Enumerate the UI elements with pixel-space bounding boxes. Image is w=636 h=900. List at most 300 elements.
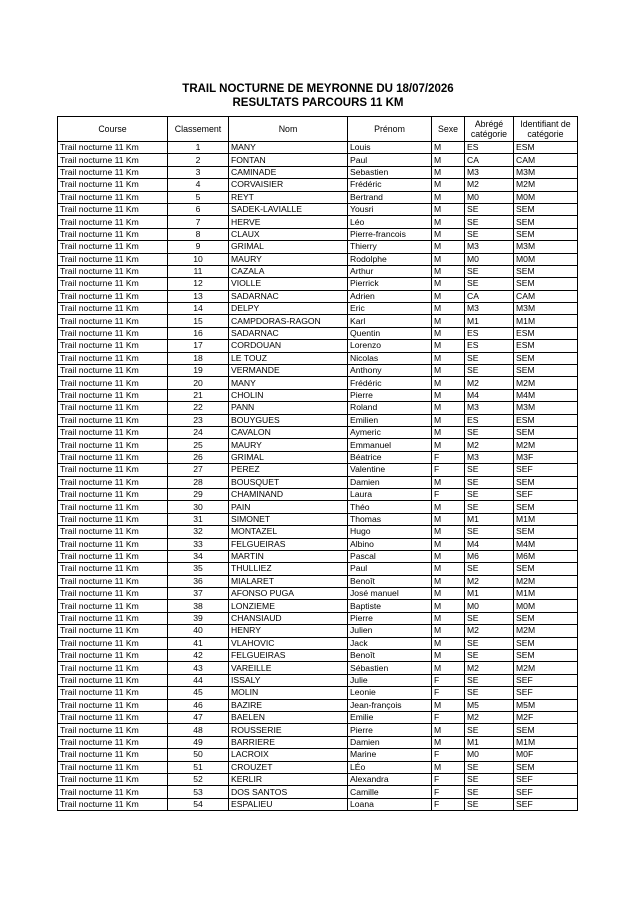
cell-nom: LONZIEME bbox=[229, 600, 348, 612]
cell-nom: HENRY bbox=[229, 625, 348, 637]
cell-course: Trail nocturne 11 Km bbox=[58, 650, 168, 662]
cell-sexe: F bbox=[432, 451, 465, 463]
cell-nom: PANN bbox=[229, 402, 348, 414]
cell-prenom: Benoît bbox=[348, 650, 432, 662]
cell-sexe: M bbox=[432, 228, 465, 240]
cell-course: Trail nocturne 11 Km bbox=[58, 365, 168, 377]
cell-classement: 24 bbox=[168, 426, 229, 438]
cell-nom: PAIN bbox=[229, 501, 348, 513]
cell-classement: 51 bbox=[168, 761, 229, 773]
cell-nom: SADARNAC bbox=[229, 290, 348, 302]
cell-nom: ESPALIEU bbox=[229, 798, 348, 810]
table-row bbox=[58, 538, 578, 550]
cell-classement: 22 bbox=[168, 402, 229, 414]
cell-sexe: F bbox=[432, 711, 465, 723]
cell-identifiant-categorie: SEM bbox=[514, 563, 578, 575]
cell-abrege-categorie: M2 bbox=[465, 377, 514, 389]
cell-course: Trail nocturne 11 Km bbox=[58, 315, 168, 327]
cell-prenom: Bertrand bbox=[348, 191, 432, 203]
cell-nom: ROUSSERIE bbox=[229, 724, 348, 736]
cell-abrege-categorie: SE bbox=[465, 278, 514, 290]
cell-abrege-categorie: M4 bbox=[465, 538, 514, 550]
cell-identifiant-categorie: M4M bbox=[514, 389, 578, 401]
cell-sexe: M bbox=[432, 166, 465, 178]
cell-course: Trail nocturne 11 Km bbox=[58, 389, 168, 401]
cell-sexe: M bbox=[432, 600, 465, 612]
cell-classement: 2 bbox=[168, 154, 229, 166]
table-row bbox=[58, 451, 578, 463]
cell-course: Trail nocturne 11 Km bbox=[58, 724, 168, 736]
cell-nom: CHANSIAUD bbox=[229, 612, 348, 624]
cell-prenom: Julie bbox=[348, 674, 432, 686]
cell-course: Trail nocturne 11 Km bbox=[58, 625, 168, 637]
cell-nom: BAZIRE bbox=[229, 699, 348, 711]
cell-nom: REYT bbox=[229, 191, 348, 203]
cell-sexe: F bbox=[432, 773, 465, 785]
cell-abrege-categorie: M3 bbox=[465, 402, 514, 414]
cell-course: Trail nocturne 11 Km bbox=[58, 203, 168, 215]
cell-prenom: Quentin bbox=[348, 327, 432, 339]
cell-classement: 3 bbox=[168, 166, 229, 178]
cell-course: Trail nocturne 11 Km bbox=[58, 662, 168, 674]
cell-classement: 23 bbox=[168, 414, 229, 426]
cell-nom: CAMINADE bbox=[229, 166, 348, 178]
cell-abrege-categorie: SE bbox=[465, 216, 514, 228]
cell-prenom: Paul bbox=[348, 154, 432, 166]
cell-identifiant-categorie: M1M bbox=[514, 588, 578, 600]
cell-sexe: M bbox=[432, 142, 465, 154]
cell-prenom: Sebastien bbox=[348, 166, 432, 178]
cell-nom: MARTIN bbox=[229, 550, 348, 562]
cell-sexe: M bbox=[432, 439, 465, 451]
cell-prenom: Eric bbox=[348, 303, 432, 315]
cell-sexe: M bbox=[432, 563, 465, 575]
cell-prenom: Rodolphe bbox=[348, 253, 432, 265]
cell-abrege-categorie: SE bbox=[465, 761, 514, 773]
table-row bbox=[58, 265, 578, 277]
cell-nom: VAREILLE bbox=[229, 662, 348, 674]
header-nom: Nom bbox=[229, 117, 348, 142]
cell-nom: MOLIN bbox=[229, 687, 348, 699]
cell-course: Trail nocturne 11 Km bbox=[58, 377, 168, 389]
cell-prenom: Albino bbox=[348, 538, 432, 550]
cell-prenom: Benoît bbox=[348, 575, 432, 587]
cell-classement: 18 bbox=[168, 352, 229, 364]
cell-identifiant-categorie: SEM bbox=[514, 278, 578, 290]
cell-identifiant-categorie: M2M bbox=[514, 439, 578, 451]
cell-classement: 31 bbox=[168, 513, 229, 525]
cell-course: Trail nocturne 11 Km bbox=[58, 228, 168, 240]
cell-nom: MIALARET bbox=[229, 575, 348, 587]
table-row bbox=[58, 501, 578, 513]
cell-identifiant-categorie: SEF bbox=[514, 674, 578, 686]
cell-course: Trail nocturne 11 Km bbox=[58, 278, 168, 290]
cell-sexe: M bbox=[432, 327, 465, 339]
cell-identifiant-categorie: M0F bbox=[514, 749, 578, 761]
cell-classement: 39 bbox=[168, 612, 229, 624]
table-row bbox=[58, 637, 578, 649]
table-row bbox=[58, 340, 578, 352]
cell-abrege-categorie: SE bbox=[465, 612, 514, 624]
cell-nom: CAVALON bbox=[229, 426, 348, 438]
cell-course: Trail nocturne 11 Km bbox=[58, 761, 168, 773]
cell-prenom: Karl bbox=[348, 315, 432, 327]
cell-prenom: Valentine bbox=[348, 464, 432, 476]
table-row bbox=[58, 426, 578, 438]
cell-abrege-categorie: M0 bbox=[465, 600, 514, 612]
cell-abrege-categorie: M3 bbox=[465, 451, 514, 463]
cell-identifiant-categorie: M0M bbox=[514, 191, 578, 203]
cell-classement: 50 bbox=[168, 749, 229, 761]
cell-abrege-categorie: SE bbox=[465, 773, 514, 785]
cell-sexe: M bbox=[432, 154, 465, 166]
cell-identifiant-categorie: SEM bbox=[514, 724, 578, 736]
table-row bbox=[58, 253, 578, 265]
cell-nom: THULLIEZ bbox=[229, 563, 348, 575]
table-row bbox=[58, 228, 578, 240]
cell-prenom: Pascal bbox=[348, 550, 432, 562]
cell-sexe: M bbox=[432, 538, 465, 550]
cell-classement: 25 bbox=[168, 439, 229, 451]
table-row bbox=[58, 761, 578, 773]
cell-abrege-categorie: SE bbox=[465, 228, 514, 240]
cell-identifiant-categorie: M3F bbox=[514, 451, 578, 463]
cell-abrege-categorie: ES bbox=[465, 142, 514, 154]
cell-identifiant-categorie: M3M bbox=[514, 241, 578, 253]
cell-course: Trail nocturne 11 Km bbox=[58, 451, 168, 463]
cell-sexe: M bbox=[432, 179, 465, 191]
cell-course: Trail nocturne 11 Km bbox=[58, 736, 168, 748]
table-row bbox=[58, 563, 578, 575]
table-row bbox=[58, 588, 578, 600]
cell-prenom: Pierre bbox=[348, 612, 432, 624]
cell-course: Trail nocturne 11 Km bbox=[58, 402, 168, 414]
cell-course: Trail nocturne 11 Km bbox=[58, 501, 168, 513]
cell-sexe: M bbox=[432, 588, 465, 600]
cell-course: Trail nocturne 11 Km bbox=[58, 216, 168, 228]
cell-course: Trail nocturne 11 Km bbox=[58, 303, 168, 315]
cell-abrege-categorie: M3 bbox=[465, 241, 514, 253]
cell-classement: 33 bbox=[168, 538, 229, 550]
cell-classement: 53 bbox=[168, 786, 229, 798]
cell-sexe: M bbox=[432, 612, 465, 624]
cell-course: Trail nocturne 11 Km bbox=[58, 550, 168, 562]
cell-course: Trail nocturne 11 Km bbox=[58, 699, 168, 711]
cell-course: Trail nocturne 11 Km bbox=[58, 538, 168, 550]
cell-course: Trail nocturne 11 Km bbox=[58, 513, 168, 525]
header-course: Course bbox=[58, 117, 168, 142]
cell-identifiant-categorie: SEF bbox=[514, 773, 578, 785]
cell-classement: 15 bbox=[168, 315, 229, 327]
cell-abrege-categorie: SE bbox=[465, 563, 514, 575]
cell-identifiant-categorie: ESM bbox=[514, 142, 578, 154]
cell-identifiant-categorie: SEM bbox=[514, 228, 578, 240]
cell-identifiant-categorie: M4M bbox=[514, 538, 578, 550]
cell-prenom: Pierre bbox=[348, 389, 432, 401]
cell-nom: DOS SANTOS bbox=[229, 786, 348, 798]
table-row bbox=[58, 773, 578, 785]
cell-nom: FONTAN bbox=[229, 154, 348, 166]
cell-prenom: Anthony bbox=[348, 365, 432, 377]
table-row bbox=[58, 488, 578, 500]
cell-prenom: Adrien bbox=[348, 290, 432, 302]
cell-nom: CAZALA bbox=[229, 265, 348, 277]
cell-abrege-categorie: SE bbox=[465, 786, 514, 798]
table-row bbox=[58, 216, 578, 228]
cell-prenom: Leonie bbox=[348, 687, 432, 699]
cell-identifiant-categorie: ESM bbox=[514, 327, 578, 339]
cell-nom: SIMONET bbox=[229, 513, 348, 525]
cell-course: Trail nocturne 11 Km bbox=[58, 711, 168, 723]
cell-abrege-categorie: M4 bbox=[465, 389, 514, 401]
cell-sexe: F bbox=[432, 687, 465, 699]
cell-sexe: F bbox=[432, 749, 465, 761]
cell-course: Trail nocturne 11 Km bbox=[58, 786, 168, 798]
cell-identifiant-categorie: SEF bbox=[514, 488, 578, 500]
cell-classement: 54 bbox=[168, 798, 229, 810]
table-header-row bbox=[58, 117, 578, 142]
cell-prenom: Marine bbox=[348, 749, 432, 761]
cell-identifiant-categorie: M1M bbox=[514, 315, 578, 327]
cell-course: Trail nocturne 11 Km bbox=[58, 154, 168, 166]
cell-prenom: Alexandra bbox=[348, 773, 432, 785]
cell-abrege-categorie: M3 bbox=[465, 303, 514, 315]
cell-course: Trail nocturne 11 Km bbox=[58, 340, 168, 352]
cell-identifiant-categorie: SEM bbox=[514, 650, 578, 662]
cell-prenom: Frédéric bbox=[348, 179, 432, 191]
cell-sexe: M bbox=[432, 637, 465, 649]
cell-abrege-categorie: SE bbox=[465, 265, 514, 277]
cell-identifiant-categorie: SEM bbox=[514, 476, 578, 488]
cell-identifiant-categorie: SEF bbox=[514, 464, 578, 476]
cell-abrege-categorie: CA bbox=[465, 154, 514, 166]
cell-classement: 29 bbox=[168, 488, 229, 500]
cell-course: Trail nocturne 11 Km bbox=[58, 600, 168, 612]
table-row bbox=[58, 191, 578, 203]
cell-classement: 26 bbox=[168, 451, 229, 463]
cell-prenom: LÉo bbox=[348, 761, 432, 773]
cell-abrege-categorie: M0 bbox=[465, 191, 514, 203]
cell-nom: SADARNAC bbox=[229, 327, 348, 339]
cell-abrege-categorie: M2 bbox=[465, 575, 514, 587]
cell-abrege-categorie: M1 bbox=[465, 588, 514, 600]
cell-sexe: M bbox=[432, 290, 465, 302]
cell-identifiant-categorie: M2M bbox=[514, 377, 578, 389]
cell-nom: BOUSQUET bbox=[229, 476, 348, 488]
cell-prenom: Nicolas bbox=[348, 352, 432, 364]
cell-prenom: Louis bbox=[348, 142, 432, 154]
cell-abrege-categorie: SE bbox=[465, 476, 514, 488]
cell-prenom: José manuel bbox=[348, 588, 432, 600]
cell-identifiant-categorie: M3M bbox=[514, 402, 578, 414]
cell-identifiant-categorie: SEM bbox=[514, 365, 578, 377]
table-row bbox=[58, 377, 578, 389]
table-row bbox=[58, 786, 578, 798]
cell-classement: 48 bbox=[168, 724, 229, 736]
cell-sexe: M bbox=[432, 315, 465, 327]
cell-classement: 1 bbox=[168, 142, 229, 154]
table-row bbox=[58, 166, 578, 178]
cell-nom: CORVAISIER bbox=[229, 179, 348, 191]
cell-nom: CAMPDORAS-RAGON bbox=[229, 315, 348, 327]
cell-sexe: M bbox=[432, 191, 465, 203]
cell-nom: BARRIERE bbox=[229, 736, 348, 748]
cell-identifiant-categorie: SEF bbox=[514, 798, 578, 810]
table-row bbox=[58, 278, 578, 290]
cell-classement: 10 bbox=[168, 253, 229, 265]
cell-prenom: Sébastien bbox=[348, 662, 432, 674]
cell-sexe: F bbox=[432, 786, 465, 798]
cell-prenom: Thomas bbox=[348, 513, 432, 525]
cell-abrege-categorie: ES bbox=[465, 414, 514, 426]
cell-prenom: Léo bbox=[348, 216, 432, 228]
cell-nom: CHOLIN bbox=[229, 389, 348, 401]
page-subtitle: RESULTATS PARCOURS 11 KM bbox=[232, 97, 404, 109]
cell-classement: 17 bbox=[168, 340, 229, 352]
cell-prenom: Jack bbox=[348, 637, 432, 649]
cell-nom: MAURY bbox=[229, 253, 348, 265]
cell-sexe: M bbox=[432, 402, 465, 414]
table-row bbox=[58, 402, 578, 414]
cell-nom: GRIMAL bbox=[229, 241, 348, 253]
cell-prenom: Emmanuel bbox=[348, 439, 432, 451]
cell-identifiant-categorie: CAM bbox=[514, 290, 578, 302]
cell-sexe: M bbox=[432, 550, 465, 562]
cell-identifiant-categorie: SEF bbox=[514, 687, 578, 699]
page-title: TRAIL NOCTURNE DE MEYRONNE DU 18/07/2026 bbox=[182, 83, 454, 95]
cell-course: Trail nocturne 11 Km bbox=[58, 526, 168, 538]
cell-classement: 6 bbox=[168, 203, 229, 215]
cell-sexe: M bbox=[432, 303, 465, 315]
table-row bbox=[58, 154, 578, 166]
cell-identifiant-categorie: SEM bbox=[514, 637, 578, 649]
cell-prenom: Pierrick bbox=[348, 278, 432, 290]
cell-abrege-categorie: SE bbox=[465, 365, 514, 377]
cell-prenom: Thierry bbox=[348, 241, 432, 253]
cell-abrege-categorie: SE bbox=[465, 501, 514, 513]
cell-abrege-categorie: SE bbox=[465, 637, 514, 649]
cell-course: Trail nocturne 11 Km bbox=[58, 563, 168, 575]
table-row bbox=[58, 736, 578, 748]
cell-nom: BAELEN bbox=[229, 711, 348, 723]
cell-course: Trail nocturne 11 Km bbox=[58, 414, 168, 426]
cell-classement: 38 bbox=[168, 600, 229, 612]
cell-classement: 28 bbox=[168, 476, 229, 488]
cell-identifiant-categorie: M2M bbox=[514, 625, 578, 637]
cell-course: Trail nocturne 11 Km bbox=[58, 674, 168, 686]
table-row bbox=[58, 327, 578, 339]
cell-course: Trail nocturne 11 Km bbox=[58, 352, 168, 364]
cell-identifiant-categorie: M5M bbox=[514, 699, 578, 711]
cell-abrege-categorie: M2 bbox=[465, 625, 514, 637]
cell-classement: 14 bbox=[168, 303, 229, 315]
header-abrege-categorie: Abrégé catégorie bbox=[465, 117, 514, 142]
table-row bbox=[58, 439, 578, 451]
cell-prenom: Lorenzo bbox=[348, 340, 432, 352]
cell-classement: 4 bbox=[168, 179, 229, 191]
table-row bbox=[58, 749, 578, 761]
cell-sexe: M bbox=[432, 736, 465, 748]
cell-sexe: M bbox=[432, 476, 465, 488]
cell-abrege-categorie: SE bbox=[465, 674, 514, 686]
cell-classement: 36 bbox=[168, 575, 229, 587]
cell-sexe: M bbox=[432, 513, 465, 525]
table-row bbox=[58, 699, 578, 711]
cell-abrege-categorie: SE bbox=[465, 488, 514, 500]
cell-nom: VERMANDE bbox=[229, 365, 348, 377]
table-row bbox=[58, 179, 578, 191]
cell-abrege-categorie: M1 bbox=[465, 315, 514, 327]
cell-abrege-categorie: M5 bbox=[465, 699, 514, 711]
table-row bbox=[58, 203, 578, 215]
cell-sexe: M bbox=[432, 761, 465, 773]
table-row bbox=[58, 414, 578, 426]
cell-nom: MANY bbox=[229, 142, 348, 154]
cell-classement: 8 bbox=[168, 228, 229, 240]
cell-nom: AFONSO PUGA bbox=[229, 588, 348, 600]
cell-abrege-categorie: M1 bbox=[465, 513, 514, 525]
cell-course: Trail nocturne 11 Km bbox=[58, 142, 168, 154]
table-row bbox=[58, 142, 578, 154]
table-row bbox=[58, 662, 578, 674]
cell-sexe: M bbox=[432, 253, 465, 265]
cell-identifiant-categorie: M0M bbox=[514, 600, 578, 612]
cell-sexe: M bbox=[432, 575, 465, 587]
cell-prenom: Laura bbox=[348, 488, 432, 500]
cell-classement: 32 bbox=[168, 526, 229, 538]
table-row bbox=[58, 674, 578, 686]
cell-course: Trail nocturne 11 Km bbox=[58, 773, 168, 785]
cell-classement: 34 bbox=[168, 550, 229, 562]
cell-sexe: M bbox=[432, 203, 465, 215]
cell-classement: 40 bbox=[168, 625, 229, 637]
cell-sexe: F bbox=[432, 674, 465, 686]
cell-prenom: Camille bbox=[348, 786, 432, 798]
cell-course: Trail nocturne 11 Km bbox=[58, 426, 168, 438]
cell-course: Trail nocturne 11 Km bbox=[58, 637, 168, 649]
cell-abrege-categorie: M3 bbox=[465, 166, 514, 178]
cell-abrege-categorie: M2 bbox=[465, 711, 514, 723]
cell-classement: 49 bbox=[168, 736, 229, 748]
cell-classement: 13 bbox=[168, 290, 229, 302]
cell-sexe: M bbox=[432, 241, 465, 253]
cell-abrege-categorie: SE bbox=[465, 687, 514, 699]
cell-abrege-categorie: SE bbox=[465, 426, 514, 438]
cell-sexe: M bbox=[432, 724, 465, 736]
cell-identifiant-categorie: SEM bbox=[514, 216, 578, 228]
cell-course: Trail nocturne 11 Km bbox=[58, 166, 168, 178]
cell-nom: DELPY bbox=[229, 303, 348, 315]
cell-identifiant-categorie: SEM bbox=[514, 352, 578, 364]
cell-nom: VLAHOVIC bbox=[229, 637, 348, 649]
cell-abrege-categorie: M0 bbox=[465, 749, 514, 761]
cell-classement: 19 bbox=[168, 365, 229, 377]
table-row bbox=[58, 625, 578, 637]
cell-nom: FELGUEIRAS bbox=[229, 538, 348, 550]
cell-course: Trail nocturne 11 Km bbox=[58, 265, 168, 277]
cell-identifiant-categorie: SEF bbox=[514, 786, 578, 798]
cell-prenom: Yousri bbox=[348, 203, 432, 215]
cell-sexe: M bbox=[432, 501, 465, 513]
cell-course: Trail nocturne 11 Km bbox=[58, 464, 168, 476]
cell-identifiant-categorie: ESM bbox=[514, 414, 578, 426]
cell-nom: CHAMINAND bbox=[229, 488, 348, 500]
cell-course: Trail nocturne 11 Km bbox=[58, 488, 168, 500]
cell-abrege-categorie: SE bbox=[465, 203, 514, 215]
cell-identifiant-categorie: M3M bbox=[514, 303, 578, 315]
cell-prenom: Hugo bbox=[348, 526, 432, 538]
cell-course: Trail nocturne 11 Km bbox=[58, 612, 168, 624]
